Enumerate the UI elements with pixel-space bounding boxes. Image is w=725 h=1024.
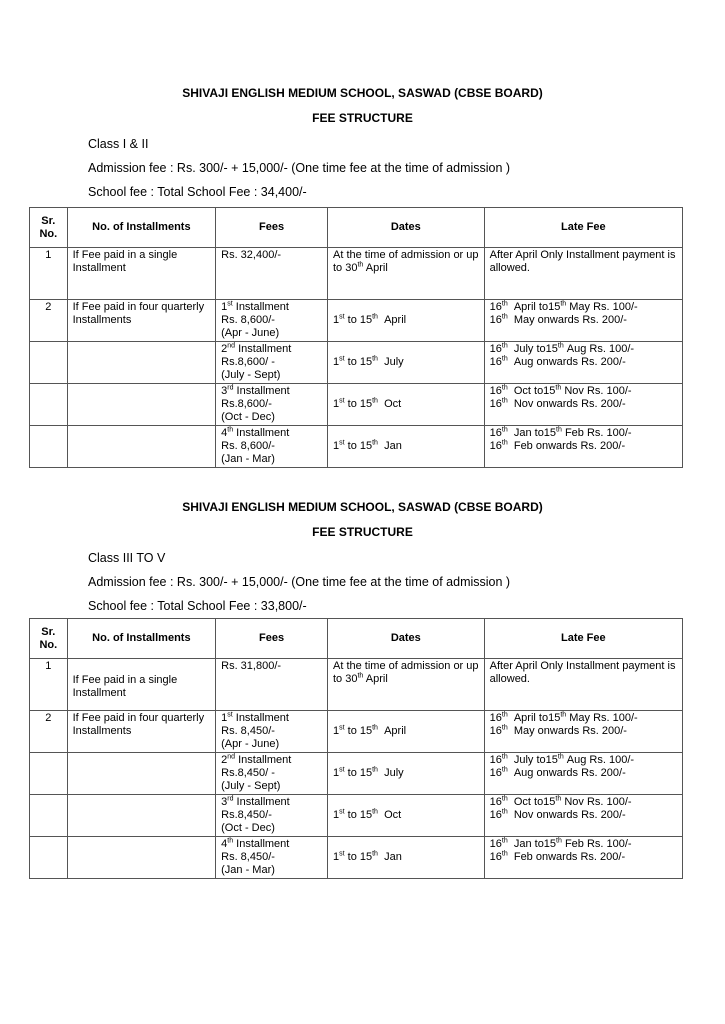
due-date: 1st to 15th July xyxy=(328,342,485,384)
fee-table xyxy=(29,207,683,468)
school-fee: School fee : Total School Fee : 34,400/- xyxy=(88,185,307,199)
sr-no-empty xyxy=(30,795,68,837)
installment-desc: If Fee paid in four quarterly Installments xyxy=(67,300,216,342)
sr-no-empty xyxy=(30,837,68,879)
fee-section xyxy=(0,86,725,465)
due-date: 1st to 15th Oct xyxy=(328,384,485,426)
installment-desc-empty xyxy=(67,837,216,879)
column-header: Dates xyxy=(328,619,485,659)
fee-section xyxy=(0,500,725,876)
due-date: At the time of admission or up to 30th April xyxy=(328,659,485,711)
column-header: No. of Installments xyxy=(67,208,216,248)
late-fee: 16th Jan to15th Feb Rs. 100/- 16th Feb onwards Rs. 200/- xyxy=(484,426,682,468)
school-name: SHIVAJI ENGLISH MEDIUM SCHOOL, SASWAD (CBSE BOARD) xyxy=(182,86,543,100)
due-date: 1st to 15th April xyxy=(328,300,485,342)
sr-no: 1 xyxy=(30,659,68,711)
table-row xyxy=(30,384,683,426)
table-row xyxy=(30,342,683,384)
installment-desc: If Fee paid in a single Installment xyxy=(67,659,216,711)
admission-fee: Admission fee : Rs. 300/- + 15,000/- (One time fee at the time of admission ) xyxy=(88,575,511,589)
installment-desc: If Fee paid in four quarterly Installments xyxy=(67,711,216,753)
column-header: No. of Installments xyxy=(67,619,216,659)
late-fee: 16th July to15th Aug Rs. 100/- 16th Aug onwards Rs. 200/- xyxy=(484,342,682,384)
fee-amount: 3rd Installment Rs.8,600/- (Oct - Dec) xyxy=(216,384,328,426)
class-label: Class I & II xyxy=(88,137,149,151)
sr-no-empty xyxy=(30,426,68,468)
sr-no: 1 xyxy=(30,248,68,300)
sr-no-empty xyxy=(30,753,68,795)
late-fee: After April Only Installment payment is allowed. xyxy=(484,248,682,300)
table-header-row xyxy=(30,208,683,248)
installment-desc: If Fee paid in a single Installment xyxy=(67,248,216,300)
fee-amount: 1st Installment Rs. 8,450/- (Apr - June) xyxy=(216,711,328,753)
column-header: Dates xyxy=(328,208,485,248)
sr-no: 2 xyxy=(30,711,68,753)
late-fee: 16th Oct to15th Nov Rs. 100/- 16th Nov onwards Rs. 200/- xyxy=(484,795,682,837)
late-fee: 16th April to15th May Rs. 100/- 16th May onwards Rs. 200/- xyxy=(484,711,682,753)
table-row xyxy=(30,837,683,879)
table-row xyxy=(30,753,683,795)
due-date: 1st to 15th April xyxy=(328,711,485,753)
fee-structure-heading: FEE STRUCTURE xyxy=(312,111,413,125)
late-fee: 16th July to15th Aug Rs. 100/- 16th Aug onwards Rs. 200/- xyxy=(484,753,682,795)
column-header: Sr. No. xyxy=(30,619,68,659)
installment-desc-empty xyxy=(67,426,216,468)
table-row xyxy=(30,248,683,300)
fee-amount: 4th Installment Rs. 8,600/- (Jan - Mar) xyxy=(216,426,328,468)
late-fee: 16th April to15th May Rs. 100/- 16th May onwards Rs. 200/- xyxy=(484,300,682,342)
column-header: Sr. No. xyxy=(30,208,68,248)
fee-amount: 4th Installment Rs. 8,450/- (Jan - Mar) xyxy=(216,837,328,879)
column-header: Late Fee xyxy=(484,208,682,248)
school-name: SHIVAJI ENGLISH MEDIUM SCHOOL, SASWAD (CBSE BOARD) xyxy=(182,500,543,514)
table-row xyxy=(30,711,683,753)
due-date: 1st to 15th July xyxy=(328,753,485,795)
fee-amount: 3rd Installment Rs.8,450/- (Oct - Dec) xyxy=(216,795,328,837)
column-header: Fees xyxy=(216,208,328,248)
column-header: Fees xyxy=(216,619,328,659)
due-date: At the time of admission or up to 30th April xyxy=(328,248,485,300)
table-header-row xyxy=(30,619,683,659)
admission-fee: Admission fee : Rs. 300/- + 15,000/- (One time fee at the time of admission ) xyxy=(88,161,511,175)
installment-desc-empty xyxy=(67,753,216,795)
late-fee: 16th Oct to15th Nov Rs. 100/- 16th Nov onwards Rs. 200/- xyxy=(484,384,682,426)
fee-table xyxy=(29,618,683,879)
table-row xyxy=(30,659,683,711)
sr-no: 2 xyxy=(30,300,68,342)
school-fee: School fee : Total School Fee : 33,800/- xyxy=(88,599,307,613)
table-row xyxy=(30,426,683,468)
installment-desc-empty xyxy=(67,795,216,837)
installment-desc-empty xyxy=(67,384,216,426)
late-fee: After April Only Installment payment is allowed. xyxy=(484,659,682,711)
due-date: 1st to 15th Jan xyxy=(328,426,485,468)
due-date: 1st to 15th Oct xyxy=(328,795,485,837)
installment-desc-empty xyxy=(67,342,216,384)
fee-amount: 2nd Installment Rs.8,600/ - (July - Sept) xyxy=(216,342,328,384)
fee-amount: Rs. 32,400/- xyxy=(216,248,328,300)
due-date: 1st to 15th Jan xyxy=(328,837,485,879)
late-fee: 16th Jan to15th Feb Rs. 100/- 16th Feb onwards Rs. 200/- xyxy=(484,837,682,879)
table-row xyxy=(30,300,683,342)
fee-amount: Rs. 31,800/- xyxy=(216,659,328,711)
fee-amount: 2nd Installment Rs.8,450/ - (July - Sept) xyxy=(216,753,328,795)
fee-structure-heading: FEE STRUCTURE xyxy=(312,525,413,539)
sr-no-empty xyxy=(30,384,68,426)
column-header: Late Fee xyxy=(484,619,682,659)
sr-no-empty xyxy=(30,342,68,384)
fee-amount: 1st Installment Rs. 8,600/- (Apr - June) xyxy=(216,300,328,342)
class-label: Class III TO V xyxy=(88,551,166,565)
table-row xyxy=(30,795,683,837)
